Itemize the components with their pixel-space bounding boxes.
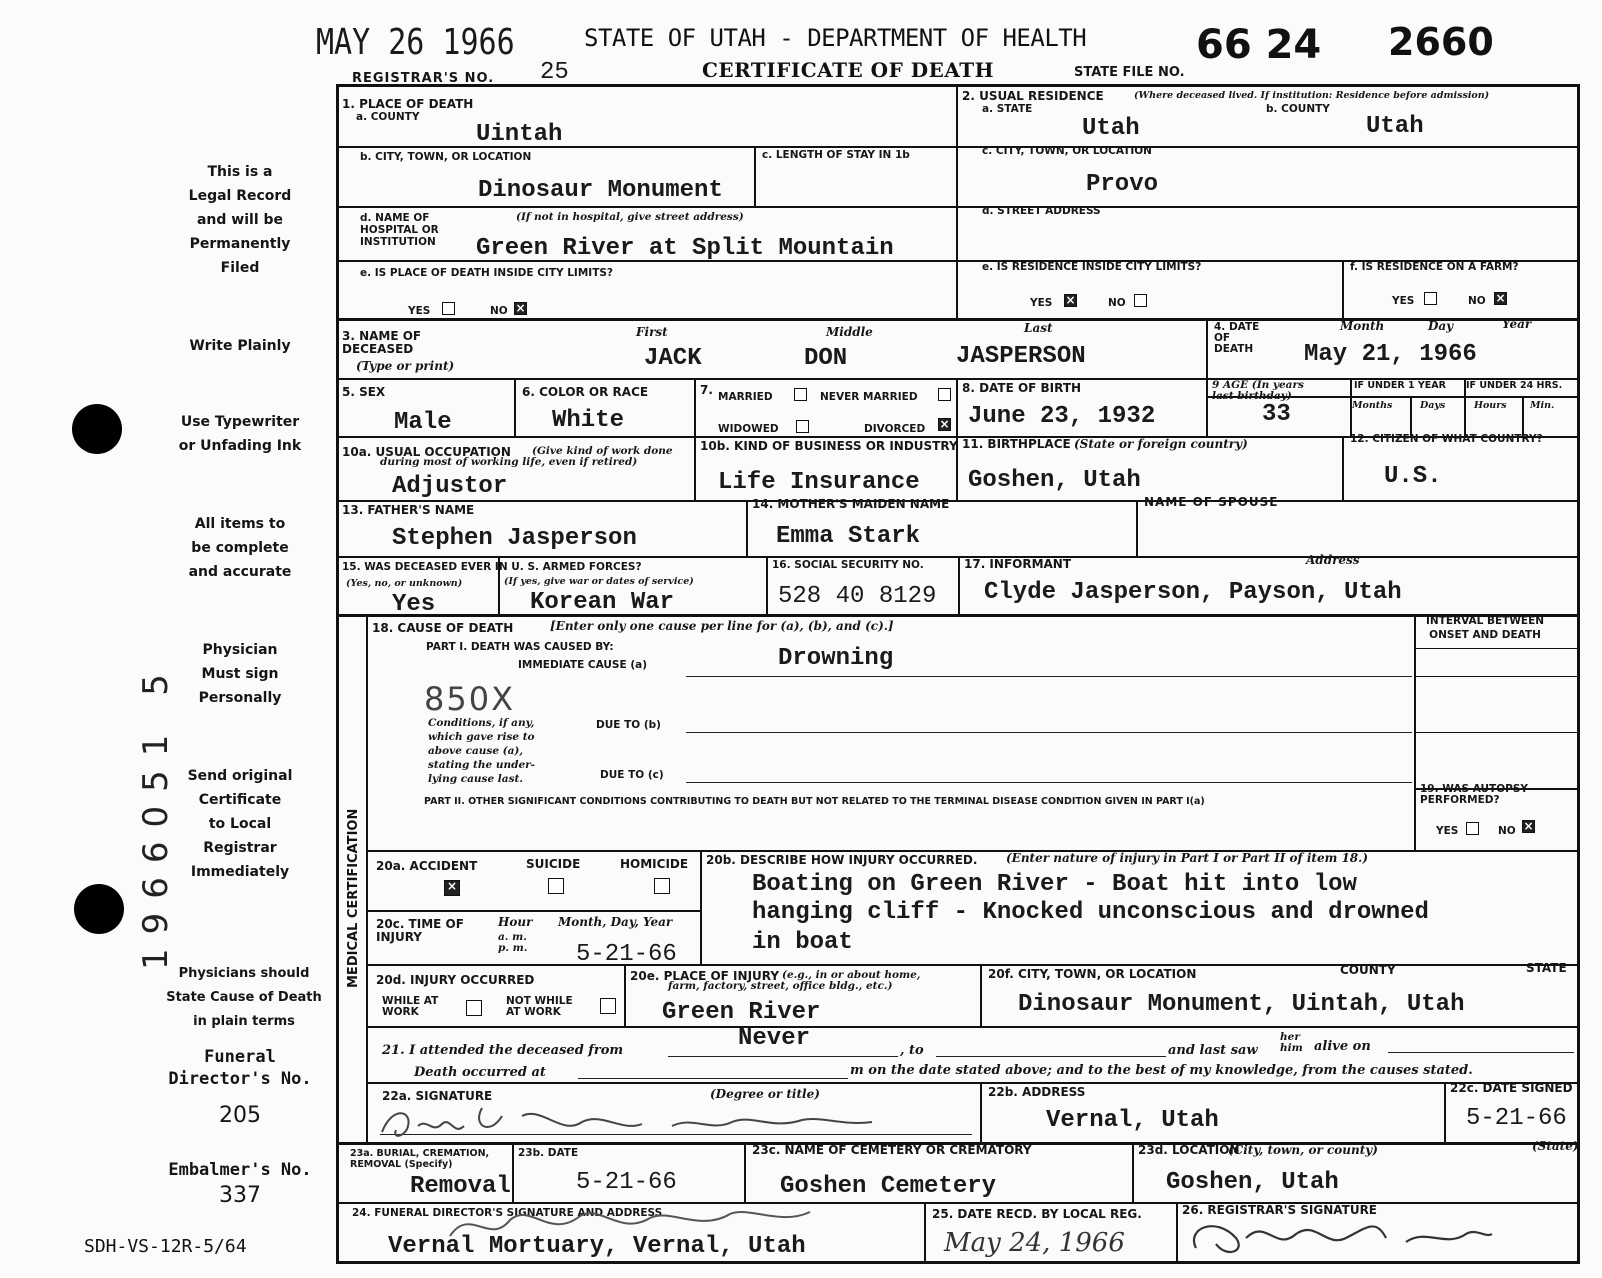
value-disposition-date: 5-21-66 — [576, 1169, 677, 1196]
value-injury-date: 5-21-66 — [576, 941, 677, 968]
value-institution: Green River at Split Mountain — [476, 235, 894, 262]
value-dob: June 23, 1932 — [968, 403, 1156, 430]
value-attended-from: Never — [738, 1025, 811, 1052]
label-institution: d. NAME OF HOSPITAL OR INSTITUTION — [360, 212, 439, 248]
label-industry: 10b. KIND OF BUSINESS OR INDUSTRY — [700, 439, 958, 453]
label-name-of-deceased: 3. NAME OF DECEASED — [342, 329, 422, 356]
label-street: d. STREET ADDRESS — [982, 205, 1101, 217]
label-armed-note1: (Yes, no, or unknown) — [346, 578, 463, 589]
label-res-city: c. CITY, TOWN, OR LOCATION — [982, 145, 1152, 157]
label-dob: 8. DATE OF BIRTH — [962, 381, 1082, 395]
label-no: NO — [1498, 825, 1516, 837]
label-institution-note: (If not in hospital, give street address) — [516, 211, 744, 223]
registrar-signature — [1176, 1208, 1496, 1264]
label-months: Months — [1352, 400, 1393, 411]
value-county: Uintah — [476, 121, 563, 148]
value-injury-desc-1: Boating on Green River - Boat hit into low — [752, 871, 1357, 898]
label-cemetery-location: 23d. LOCATION — [1138, 1143, 1240, 1157]
checkbox-death-city-no[interactable]: × — [515, 302, 526, 315]
label-address: 22b. ADDRESS — [988, 1085, 1086, 1099]
state-file-no-a: 66 24 — [1196, 22, 1322, 68]
label-m-on: m on the date stated above; and to the best of my knowledge, from the causes stated. — [850, 1063, 1473, 1078]
checkbox-not-while-at-work[interactable] — [600, 998, 616, 1014]
checkbox-res-city-no[interactable] — [1134, 294, 1147, 307]
value-res-city: Provo — [1086, 171, 1159, 198]
label-first: First — [636, 325, 668, 339]
label-no: NO — [490, 305, 508, 317]
label-yes: YES — [1392, 295, 1415, 307]
label-death-city-limits: e. IS PLACE OF DEATH INSIDE CITY LIMITS? — [360, 267, 614, 279]
label-yes: YES — [408, 305, 431, 317]
label-type-or-print: (Type or print) — [356, 359, 455, 373]
value-birthplace: Goshen, Utah — [968, 467, 1141, 494]
label-yes: YES — [1030, 297, 1053, 309]
label-ssn: 16. SOCIAL SECURITY NO. — [772, 559, 924, 571]
label-accident: 20a. ACCIDENT — [376, 859, 478, 873]
label-month-day-year: Month, Day, Year — [558, 915, 673, 929]
label-am-pm: a. m. p. m. — [498, 931, 528, 954]
label-middle: Middle — [826, 325, 873, 339]
agency-title: STATE OF UTAH - DEPARTMENT OF HEALTH — [584, 24, 1087, 52]
label-mother: 14. MOTHER'S MAIDEN NAME — [752, 497, 950, 511]
punch-hole-top — [72, 404, 122, 454]
label-month: Month — [1340, 319, 1385, 333]
label-injury-county: COUNTY — [1340, 963, 1396, 977]
checkbox-death-city-yes[interactable] — [442, 302, 455, 315]
label-place-of-death: 1. PLACE OF DEATH — [342, 97, 474, 111]
label-due-to-c: DUE TO (c) — [600, 769, 664, 781]
label-never-married: NEVER MARRIED — [820, 391, 918, 403]
checkbox-suicide[interactable] — [548, 878, 564, 894]
value-res-state: Utah — [1082, 115, 1140, 142]
label-residence-note: (Where deceased lived. If institution: Residence before admission) — [1134, 90, 1490, 101]
value-injury-desc-3: in boat — [752, 929, 853, 956]
label-disposition: 23a. BURIAL, CREMATION, REMOVAL (Specify) — [350, 1148, 490, 1170]
label-part1: PART I. DEATH WAS CAUSED BY: — [426, 641, 614, 653]
label-armed-note2: (If yes, give war or dates of service) — [504, 576, 694, 587]
checkbox-never-married[interactable] — [938, 388, 951, 401]
label-place-of-injury: 20e. PLACE OF INJURY — [630, 969, 780, 983]
label-while-at-work: WHILE AT WORK — [382, 995, 439, 1018]
label-no: NO — [1468, 295, 1486, 307]
value-cemetery: Goshen Cemetery — [780, 1173, 997, 1200]
typewriter-note: Use Typewriter or Unfading Ink — [178, 414, 302, 454]
label-armed-forces: 15. WAS DECEASED EVER IN U. S. ARMED FORCES? — [342, 561, 642, 573]
registrars-no: 25 — [540, 59, 569, 86]
value-res-county: Utah — [1366, 113, 1424, 140]
label-res-city-limits: e. IS RESIDENCE INSIDE CITY LIMITS? — [982, 261, 1202, 273]
legal-record-note: This is a Legal Record and will be Permanently Filed — [188, 164, 292, 276]
value-code: 850X — [424, 680, 515, 718]
value-funeral-home: Vernal Mortuary, Vernal, Utah — [388, 1233, 806, 1260]
send-original-note: Send original Certificate to Local Registrar Immediately — [187, 768, 293, 880]
label-injury-city: 20f. CITY, TOWN, OR LOCATION — [988, 967, 1197, 981]
value-war: Korean War — [530, 589, 675, 616]
label-describe-note: (Enter nature of injury in Part I or Part II of item 18.) — [1006, 851, 1369, 865]
value-first-name: JACK — [644, 345, 702, 372]
label-year: Year — [1502, 317, 1532, 331]
label-death-occurred: Death occurred at — [414, 1065, 546, 1080]
plain-terms-note: Physicians should State Cause of Death in plain terms — [166, 966, 322, 1029]
label-length-of-stay: c. LENGTH OF STAY IN 1b — [762, 149, 910, 161]
value-cemetery-location: Goshen, Utah — [1166, 1169, 1339, 1196]
label-time-of-injury: 20c. TIME OF INJURY — [376, 917, 464, 944]
value-middle-name: DON — [804, 345, 848, 372]
label-citizen: 12. CITIZEN OF WHAT COUNTRY? — [1350, 433, 1543, 445]
label-date-received: 25. DATE RECD. BY LOCAL REG. — [932, 1207, 1142, 1221]
label-informant-address: Address — [1306, 553, 1360, 567]
label-describe-injury: 20b. DESCRIBE HOW INJURY OCCURRED. — [706, 853, 978, 867]
label-father: 13. FATHER'S NAME — [342, 503, 475, 517]
label-conditions: Conditions, if any, which gave rise to above cause (a), stating the under- lying cause last. — [428, 717, 536, 785]
label-days: Days — [1420, 400, 1446, 411]
value-last-name: JASPERSON — [956, 343, 1086, 370]
checkbox-homicide[interactable] — [654, 878, 670, 894]
label-not-while-at-work: NOT WHILE AT WORK — [506, 995, 573, 1018]
checkbox-while-at-work[interactable] — [466, 1000, 482, 1016]
label-immediate-cause: IMMEDIATE CAUSE (a) — [518, 659, 648, 671]
label-spouse: NAME OF SPOUSE — [1144, 495, 1279, 509]
value-date-of-death: May 21, 1966 — [1304, 341, 1477, 368]
value-father: Stephen Jasperson — [392, 525, 637, 552]
value-ssn: 528 40 8129 — [778, 583, 937, 610]
label-married: MARRIED — [718, 391, 773, 403]
vertical-number: 1966051 5 — [136, 660, 176, 970]
checkbox-farm-no[interactable]: × — [1495, 292, 1506, 305]
label-under-24-hrs: IF UNDER 24 HRS. — [1466, 380, 1563, 391]
form-code: SDH-VS-12R-5/64 — [84, 1236, 247, 1257]
value-armed-forces: Yes — [392, 591, 436, 618]
registrars-no-label: REGISTRAR'S NO. — [352, 71, 495, 86]
funeral-director-label: Funeral Director's No. — [168, 1047, 312, 1089]
label-disposition-date: 23b. DATE — [518, 1147, 579, 1159]
value-age: 33 — [1262, 401, 1291, 428]
label-usual-residence: 2. USUAL RESIDENCE — [962, 89, 1104, 103]
label-signature: 22a. SIGNATURE — [382, 1089, 493, 1103]
value-date-received: May 24, 1966 — [944, 1228, 1125, 1258]
label-day: Day — [1428, 319, 1454, 333]
checkbox-autopsy-yes[interactable] — [1466, 822, 1479, 835]
label-homicide: HOMICIDE — [620, 857, 689, 871]
label-under-1-year: IF UNDER 1 YEAR — [1354, 380, 1446, 391]
funeral-director-no: 205 — [219, 1103, 261, 1128]
label-last: Last — [1024, 321, 1053, 335]
label-date-of-death: 4. DATE OF DEATH — [1214, 321, 1260, 355]
value-mother: Emma Stark — [776, 523, 921, 550]
value-informant: Clyde Jasperson, Payson, Utah — [984, 579, 1402, 606]
label-res-state: a. STATE — [982, 103, 1033, 115]
embalmer-no: 337 — [219, 1183, 261, 1208]
value-occupation: Adjustor — [392, 473, 508, 500]
label-widowed: WIDOWED — [718, 423, 779, 435]
value-race: White — [552, 407, 625, 434]
value-city: Dinosaur Monument — [478, 177, 723, 204]
medical-certification-label: MEDICAL CERTIFICATION — [346, 808, 361, 988]
label-place-of-injury-note: (e.g., in or about home, farm, factory, street, office bldg., etc.) — [668, 969, 921, 992]
value-cause-a: Drowning — [778, 645, 894, 672]
state-file-label: STATE FILE NO. — [1074, 65, 1185, 80]
punch-hole-bottom — [74, 884, 124, 934]
label-birthplace-note: (State or foreign country) — [1074, 437, 1248, 451]
label-informant: 17. INFORMANT — [964, 557, 1072, 571]
value-citizen: U.S. — [1384, 463, 1442, 490]
label-birthplace: 11. BIRTHPLACE — [962, 437, 1071, 451]
label-hour: Hour — [498, 915, 533, 929]
label-injury-state: STATE — [1526, 961, 1567, 975]
complete-note: All items to be complete and accurate — [188, 516, 292, 580]
label-sex: 5. SEX — [342, 385, 386, 399]
certificate-title: CERTIFICATE OF DEATH — [702, 58, 995, 82]
label-interval: INTERVAL BETWEEN ONSET AND DEATH — [1426, 615, 1545, 641]
label-marital: 7. — [700, 383, 713, 397]
physician-signature — [372, 1096, 892, 1146]
value-injury-desc-2: hanging cliff - Knocked unconscious and drowned — [752, 899, 1429, 926]
received-stamp: MAY 26 1966 — [316, 21, 515, 64]
value-place-of-injury: Green River — [662, 999, 821, 1026]
label-min: Min. — [1530, 400, 1555, 411]
label-registrar-signature: 26. REGISTRAR'S SIGNATURE — [1182, 1203, 1377, 1217]
label-city: b. CITY, TOWN, OR LOCATION — [360, 151, 532, 163]
label-to: , to — [900, 1043, 924, 1058]
value-disposition: Removal — [410, 1173, 511, 1200]
state-file-no-b: 2660 — [1388, 20, 1494, 64]
label-part2: PART II. OTHER SIGNIFICANT CONDITIONS CONTRIBUTING TO DEATH BUT NOT RELATED TO THE TERMINAL DISEASE CONDITION GIVEN IN PART I(a) — [424, 796, 1205, 807]
label-cause-note: [Enter only one cause per line for (a), (b), and (c).] — [550, 619, 894, 633]
label-divorced: DIVORCED — [864, 423, 926, 435]
value-address: Vernal, Utah — [1046, 1107, 1219, 1134]
label-no: NO — [1108, 297, 1126, 309]
label-attended-from: 21. I attended the deceased from — [382, 1043, 624, 1058]
label-occupation-note: (Give kind of work done during most of working life, even if retired) — [380, 445, 673, 468]
checkbox-autopsy-no[interactable]: × — [1523, 820, 1534, 833]
label-injury-occurred: 20d. INJURY OCCURRED — [376, 973, 535, 987]
label-farm: f. IS RESIDENCE ON A FARM? — [1350, 261, 1519, 273]
label-due-to-b: DUE TO (b) — [596, 719, 661, 731]
checkbox-farm-yes[interactable] — [1424, 292, 1437, 305]
value-sex: Male — [394, 409, 452, 436]
label-hours: Hours — [1474, 400, 1507, 411]
value-date-signed: 5-21-66 — [1466, 1105, 1567, 1132]
label-her-him: her him — [1280, 1031, 1303, 1054]
label-yes: YES — [1436, 825, 1459, 837]
checkbox-accident[interactable]: × — [444, 880, 460, 896]
label-cemetery: 23c. NAME OF CEMETERY OR CREMATORY — [752, 1143, 1032, 1157]
label-degree: (Degree or title) — [710, 1087, 820, 1101]
value-injury-location: Dinosaur Monument, Uintah, Utah — [1018, 991, 1465, 1018]
label-date-signed: 22c. DATE SIGNED — [1450, 1081, 1573, 1095]
label-alive-on: alive on — [1314, 1039, 1371, 1054]
label-autopsy: 19. WAS AUTOPSY PERFORMED? — [1420, 783, 1528, 806]
checkbox-res-city-yes[interactable]: × — [1065, 294, 1076, 307]
funeral-director-signature — [440, 1196, 820, 1256]
label-res-county: b. COUNTY — [1266, 103, 1330, 115]
label-cemetery-state: (State) — [1532, 1139, 1579, 1153]
label-cause-of-death: 18. CAUSE OF DEATH — [372, 621, 514, 635]
label-suicide: SUICIDE — [526, 857, 581, 871]
embalmer-label: Embalmer's No. — [168, 1160, 312, 1180]
label-funeral-director: 24. FUNERAL DIRECTOR'S SIGNATURE AND ADDRESS — [352, 1207, 663, 1219]
label-county: a. COUNTY — [356, 111, 420, 123]
label-cemetery-location-note: (City, town, or county) — [1228, 1143, 1378, 1157]
physician-note: Physician Must sign Personally — [198, 642, 282, 706]
checkbox-married[interactable] — [794, 388, 807, 401]
checkbox-divorced[interactable]: × — [939, 418, 950, 431]
checkbox-widowed[interactable] — [796, 420, 809, 433]
label-last-saw: and last saw — [1168, 1043, 1258, 1058]
label-age: 9 AGE (In years last birthday) — [1212, 379, 1304, 402]
value-industry: Life Insurance — [718, 469, 920, 496]
label-occupation: 10a. USUAL OCCUPATION — [342, 445, 511, 459]
write-plainly-note: Write Plainly — [189, 338, 291, 354]
label-race: 6. COLOR OR RACE — [522, 385, 649, 399]
